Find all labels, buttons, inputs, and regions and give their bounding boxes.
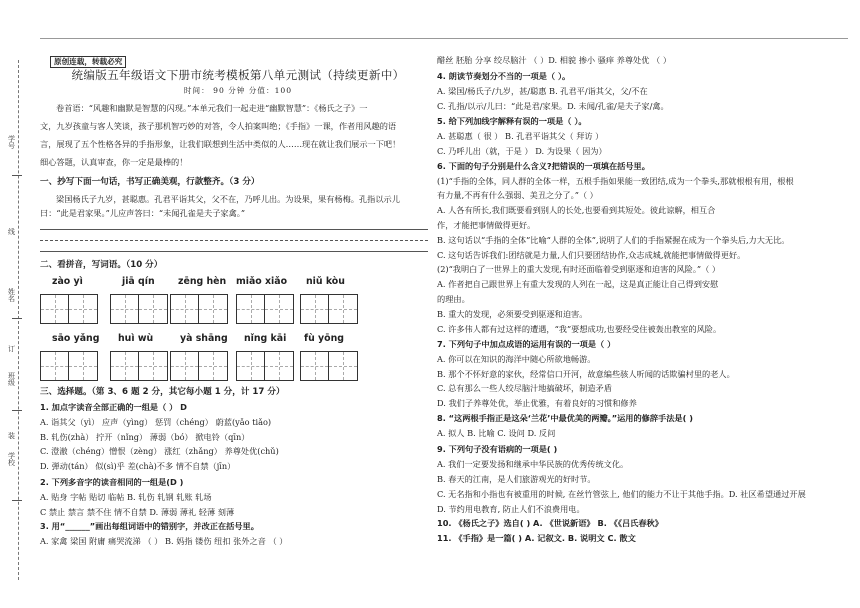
copyright-badge: 原创连载，转载必究: [50, 56, 126, 68]
class-label: 班级: [7, 372, 16, 386]
top-rule: [40, 38, 848, 39]
pinyin-label: huì wù: [118, 333, 154, 344]
question-option: A. 诣其父（yì） 应声（yìng） 惩罚（chéng） 蔚蓝(yǎo tiǎo): [40, 417, 272, 427]
question-option: B. 轧伤(zhà） 拧开（nǐng） 薄弱（bó） 掀电铃（qīn）: [40, 432, 250, 442]
question-option: B. 那个不怀好意的家伙，经常信口开河，故意编些骇人听闻的话欺骗村里的老人。: [437, 369, 735, 379]
question-stem: 7. 下列句子中加点成语的运用有误的一项是（ ）: [437, 339, 616, 349]
question-option: A. 你可以在知识的海洋中随心所欲地畅游。: [437, 354, 596, 364]
exam-title: 统编版五年级语文下册市统考模板第八单元测试（持续更新中）: [71, 68, 405, 82]
question-option: A. 甚聪惠（ 很 ） B. 孔君平诣其父（ 拜访 ）: [437, 131, 604, 141]
question-option: A. 作者把自己跟世界上有重大发现的人列在一起，这是真正能让自己得到安慰: [437, 279, 719, 289]
writing-grid[interactable]: [236, 351, 294, 381]
question-option: A. 家禽 梁国 附庸 痛哭流涕 （ ） B. 妈指 镂伤 纽扣 张外之音 （ ）: [40, 536, 288, 546]
pinyin-label: niǔ kòu: [306, 276, 345, 287]
question-option: C. 总有那么一些人绞尽脑汁地搞破坏，制造矛盾: [437, 383, 612, 393]
question-option: (1)“手指的全体，同人群的全体一样，五根手指如果能一致团结,成为一个拳头,那就根根有用，根根: [437, 176, 794, 186]
seal-label-order: 订: [7, 345, 16, 352]
pinyin-label: zēng hèn: [178, 276, 227, 287]
seal-label-line: 线: [7, 228, 16, 235]
question-stem: 10. 《杨氏之子》选自( ) A. 《世说新语》 B. 《《吕氏春秋》: [437, 518, 663, 528]
intro-line: 文，九岁孩童与客人笑谈，孩子那机智巧妙的对答，令人拍案叫绝；《手指》一课，作者用风趣的语: [40, 121, 397, 131]
question-option: D. 我们子养尊处优，举止优雅，有着良好的习惯和修养: [437, 398, 637, 408]
section1-text: 曰：“此是君家果。”儿应声答曰：“未闻孔雀是夫子家禽。”: [40, 208, 246, 218]
section1-text: 梁国杨氏子九岁，甚聪惠。孔君平诣其父，父不在，乃呼儿出。为设果，果有杨梅。孔指以示儿: [56, 194, 400, 204]
exam-meta: 时间： 90 分钟 分值：100: [183, 86, 293, 95]
section1-heading: 一、抄写下面一句话，书写正确美观，行款整齐。（3 分）: [40, 177, 260, 187]
pinyin-label: zào yì: [52, 276, 83, 287]
question-option: C. 孔指/以示/儿曰：“此是君/家果。D. 未闻/孔雀/是夫子家/禽。: [437, 101, 669, 111]
question-option: C. 乃呼儿出（就，于是 ） D. 为设果（ 因为）: [437, 146, 607, 156]
pinyin-label: fù yōng: [304, 333, 344, 344]
writing-grid[interactable]: [40, 351, 98, 381]
pinyin-label: jiā qín: [122, 276, 155, 287]
question-option: (2)“我明白了一世界上的重大发现,有时还面临着受到驱逐和迫害的风险。”（ ）: [437, 264, 721, 274]
writing-grid[interactable]: [300, 294, 358, 324]
question-option: D. 弹动(tán） 似(sì)乎 差(chà)不多 情不自禁（jīn）: [40, 461, 236, 471]
question-option: A. 梁国/杨氏子/九岁，甚/聪惠 B. 孔君平/诣其父，父/不在: [437, 86, 648, 96]
question-option: A. 人各有所长,我们既要看到别人的长处,也要看到其短处。彼此谅解，相互合: [437, 205, 716, 215]
question-stem: 2. 下列多音字的读音相同的一组是(D ): [40, 477, 184, 487]
writing-grid[interactable]: [170, 351, 228, 381]
writing-grid[interactable]: [300, 351, 358, 381]
question-stem: 1. 加点字读音全部正确的一组是（ ） D: [40, 402, 187, 412]
writing-grid[interactable]: [40, 294, 98, 324]
question-stem: 8. “这两根手指正是这朵‘兰花’中最优美的两瓣。”运用的修辞手法是( ): [437, 413, 693, 423]
intro-line: 言，展现了五个性格各异的手指形象，让我们联想到生活中类似的人……现在就让我们展示一下吧！: [40, 139, 401, 149]
section2-heading: 二、看拼音，写词语。（10 分）: [40, 260, 163, 270]
intro-line: 卷首语：“风趣和幽默是智慧的闪现。”本单元我们一起走进“幽默智慧”：《杨氏之子》一: [56, 103, 368, 113]
question-option: A. 拟人 B. 比喻 C. 设问 D. 反问: [437, 428, 556, 438]
writing-grid[interactable]: [236, 294, 294, 324]
school-line: [12, 500, 22, 501]
question-option: C. 这句话告诉我们:团结就是力量,人们只要团结协作,众志成城,就能把事情做得更好。: [437, 250, 746, 260]
intro-line: 细心答题，认真审查，你一定是最棒的！: [40, 157, 188, 167]
question-option: C. 澄澈（chéng）憎恨（zèng） 涨红（zhǎng） 养尊处优(chǔ): [40, 446, 279, 456]
question-option: B. 春天的江南，是人们旅游观光的好时节。: [437, 474, 596, 484]
question-option: B. 这句话以“手指的全体”比喻“人群的全体”,说明了人们的手指紧握在成为一个拳头后,力大无比。: [437, 235, 790, 245]
writing-grid[interactable]: [170, 294, 228, 324]
question-option: A. 我们一定要发扬和继承中华民族的优秀传统文化。: [437, 459, 629, 469]
question-stem: 9. 下列句子没有语病的一项是( ): [437, 444, 558, 454]
name-line: [12, 318, 22, 319]
student-id-line: [12, 175, 22, 176]
question-stem: 5. 给下列加线字解释有误的一项是（ ）。: [437, 116, 587, 126]
question-option: 的理由。: [437, 294, 470, 304]
question-stem: 6. 下面的句子分别是什么含义?把错误的一项填在括号里。: [437, 161, 650, 171]
question-stem: 11. 《手指》是一篇( ) A. 记叙文. B. 说明文 C. 散文: [437, 533, 636, 543]
pinyin-label: nǐng kāi: [244, 333, 287, 344]
question-option: 有力量,不再有什么强弱、美丑之分了。”（ ）: [437, 190, 598, 200]
copy-line: [40, 251, 428, 252]
binding-margin: [0, 0, 36, 608]
section3-heading: 三、选择题。（第 3、6 题 2 分，其它每小题 1 分，计 17 分）: [40, 387, 285, 397]
writing-grid[interactable]: [110, 351, 168, 381]
copy-line: [40, 229, 428, 230]
question-option: C. 许多伟人都有过这样的遭遇，“我”要想成功,也要经受住被轰出教室的风险。: [437, 324, 722, 334]
pinyin-label: miǎo xiǎo: [236, 276, 288, 287]
question-option: 醋丝 胚胎 分享 绞尽脑汁 （ ）D. 相貌 掺小 骚痒 养尊处优 （ ）: [437, 55, 672, 65]
writing-grid[interactable]: [110, 294, 168, 324]
student-id-label: 学号: [7, 135, 16, 149]
name-label: 姓名: [7, 288, 16, 302]
binding-dashed-line: [18, 60, 19, 580]
question-stem: 3. 用“______”画出每组词语中的错别字，并改正在括号里。: [40, 521, 259, 531]
pinyin-label: sāo yǎng: [52, 333, 100, 344]
question-stem: 4. 朗读节奏划分不当的一项是（ ）。: [437, 71, 571, 81]
class-line: [12, 410, 22, 411]
question-option: B. 重大的发现，必须要受到驱逐和迫害。: [437, 309, 588, 319]
pinyin-label: yà shāng: [180, 333, 228, 344]
question-option: C 禁止 禁言 禁不住 情不自禁 D. 薄弱 薄礼 轻薄 刻薄: [40, 507, 235, 517]
question-option: C. 无名指和小指也有被重用的时候, 在丝竹管弦上, 他们的能力不让于其他手指。D. 社区希望通过开展: [437, 489, 806, 499]
question-option: A. 贴身 字帖 贴切 临帖 B. 轧伤 轧钢 轧账 轧场: [40, 492, 212, 502]
seal-label-bind: 装: [7, 432, 16, 439]
question-option: D. 节约用电教育, 防止人们不浪费用电。: [437, 504, 585, 514]
question-option: 作，才能把事情做得更好。: [437, 220, 536, 230]
copy-guide-line: [40, 240, 428, 241]
school-label: 学校: [7, 452, 16, 466]
